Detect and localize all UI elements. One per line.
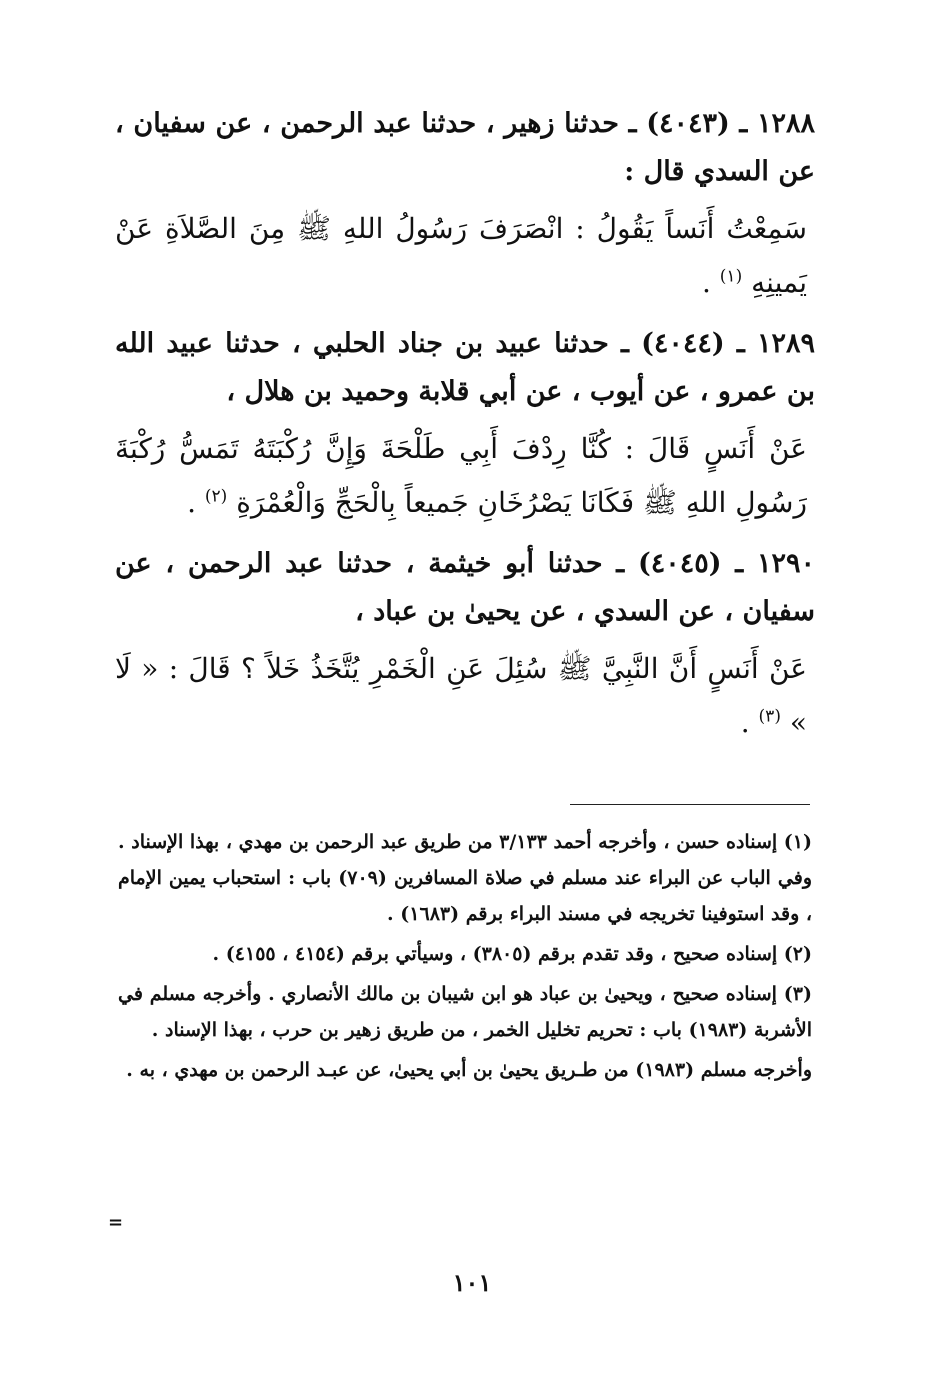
footnote-separator [570, 804, 810, 805]
matn-text: عَنْ أَنَسٍ قَالَ : كُنَّا رِدْفَ أَبِي طَلْحَةَ وَإِنَّ رُكْبَتَهُ تَمَسُّ رُكْبَةَ رَسُولِ اللهِ ﷺ فَكَانَا يَصْرُخَانِ جَميعاً بِالْحَجِّ وَالْعُمْرَةِ [115, 432, 807, 519]
footnote-3-continued: وأخرجه مسلم (١٩٨٣) من طـريق يحيىٰ بن أبي يحيىٰ، عن عبـد الرحمن بن مهدي ، به . [126, 1059, 812, 1081]
matn [115, 202, 815, 310]
isnad [115, 100, 815, 196]
hadith-number: ١٢٨٩ ـ (٤٠٤٤) [641, 328, 815, 359]
matn-text: سَمِعْتُ أَنَساً يَقُولُ : انْصَرَفَ رَسُولُ اللهِ ﷺ مِنَ الصَّلاَةِ عَنْ يَمينِهِ [115, 212, 807, 299]
continuation-mark: = [108, 1212, 124, 1233]
footnote-ref: (١) [719, 266, 743, 287]
matn-end: . [187, 486, 205, 519]
hadith-1289 [115, 320, 815, 530]
footnotes [118, 824, 812, 1092]
isnad [115, 540, 815, 636]
hadith-number: ١٢٨٨ ـ (٤٠٤٣) [646, 108, 815, 139]
footnote-ref: (٣) [758, 706, 781, 727]
matn [115, 422, 815, 530]
isnad-text: ـ حدثنا عبيد بن جناد الحلبي ، حدثنا عبيد الله بن عمرو ، عن أيوب ، عن أبي قلابة وحميد بن هلال ، [115, 328, 815, 407]
footnote-1: (١) إسناده حسن ، وأخرجه أحمد ٣/١٣٣ من طريق عبد الرحمن بن مهدي ، بهذا الإسناد . وفي الباب عن البراء عند مسلم في صلاة المسافرين (٧٠٩) باب : استحباب يمين الإمام ، وقد استوفينا تخريجه في مسند البراء برقم (١٦٨٣) . [118, 831, 812, 925]
footnote-3: (٣) إسناده صحيح ، ويحيىٰ بن عباد هو ابن شيبان بن مالك الأنصاري . وأخرجه مسلم في الأشربة (١٩٨٣) باب : تحريم تخليل الخمر ، من طريق زهير بن حرب ، بهذا الإسناد . [118, 983, 812, 1041]
footnote-ref: (٢) [204, 486, 228, 507]
page-number: ١٠١ [452, 1268, 492, 1297]
hadith-text-block [115, 100, 815, 760]
footnote-2: (٢) إسناده صحيح ، وقد تقدم برقم (٣٨٠٥) ، وسيأتي برقم (٤١٥٤ ، ٤١٥٥) . [212, 943, 812, 965]
isnad [115, 320, 815, 416]
matn-end: . [740, 706, 759, 739]
hadith-number: ١٢٩٠ ـ (٤٠٤٥) [637, 548, 815, 579]
isnad-text: ـ حدثنا زهير ، حدثنا عبد الرحمن ، عن سفيان ، عن السدي قال : [115, 108, 815, 187]
matn [115, 642, 815, 750]
matn-text: عَنْ أَنَسٍ أَنَّ النَّبِيَّ ﷺ سُئِلَ عَنِ الْخَمْرِ يُتَّخَذُ خَلاً ؟ قَالَ : « لَا » [115, 652, 807, 739]
hadith-1288 [115, 100, 815, 310]
hadith-1290 [115, 540, 815, 750]
matn-end: . [701, 266, 720, 299]
isnad-text: ـ حدثنا أبو خيثمة ، حدثنا عبد الرحمن ، عن سفيان ، عن السدي ، عن يحيىٰ بن عباد ، [115, 548, 815, 627]
